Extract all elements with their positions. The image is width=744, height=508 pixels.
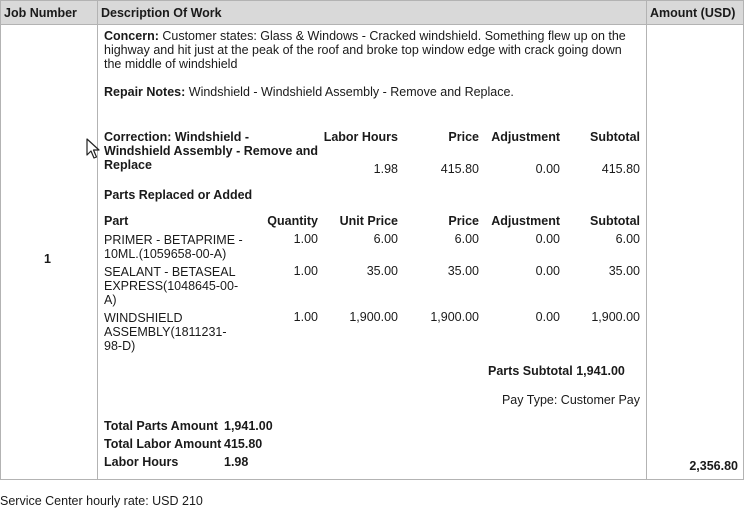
part-row-2-adjustment: 0.00: [535, 264, 560, 278]
part-row-3-subtotal: 1,900.00: [591, 310, 640, 324]
correction-price-header: Price: [448, 130, 479, 144]
pay-type: Pay Type: Customer Pay: [501, 393, 640, 407]
labor-hours-label: Labor Hours: [104, 455, 179, 469]
concern-text: Customer states: Glass & Windows - Cracked windshield. Something flew up on the highway and hit just at the peak of the roof and broke top window edge with crack going down the middle of windshield: [104, 29, 626, 71]
hourly-rate-note: Service Center hourly rate: USD 210: [0, 494, 203, 508]
table-border-top: [0, 0, 744, 1]
parts-col-unit-price: Unit Price: [339, 214, 398, 228]
part-row-2-name: SEALANT - BETASEAL EXPRESS(1048645-00-A): [104, 265, 239, 307]
mouse-pointer-icon: [86, 138, 100, 160]
part-row-2-subtotal: 35.00: [608, 264, 640, 278]
concern-block: [104, 29, 640, 71]
correction-subtotal: 415.80: [601, 162, 640, 176]
part-row-2-unit-price: 35.00: [366, 264, 398, 278]
correction-adjustment-header: Adjustment: [491, 130, 560, 144]
part-row-3-price: 1,900.00: [430, 310, 479, 324]
parts-section-title: Parts Replaced or Added: [104, 188, 253, 202]
correction-subtotal-header: Subtotal: [590, 130, 640, 144]
part-row-3-adjustment: 0.00: [535, 310, 560, 324]
header-amount: Amount (USD): [650, 6, 736, 20]
part-row-1-name: PRIMER - BETAPRIME - 10ML.(1059658-00-A): [104, 233, 243, 261]
correction-adjustment: 0.00: [535, 162, 560, 176]
repair-notes-text: Windshield - Windshield Assembly - Remove and Replace.: [188, 85, 514, 99]
parts-col-subtotal: Subtotal: [590, 214, 640, 228]
part-row-1-adjustment: 0.00: [535, 232, 560, 246]
total-labor-label: Total Labor Amount: [104, 437, 222, 451]
column-divider-amount: [646, 0, 647, 479]
repair-notes-block: [104, 85, 514, 99]
total-labor-value: 415.80: [224, 437, 263, 451]
part-row-2-quantity: 1.00: [293, 264, 318, 278]
parts-col-price: Price: [448, 214, 479, 228]
part-row-1-subtotal: 6.00: [615, 232, 640, 246]
total-parts-label: Total Parts Amount: [104, 419, 218, 433]
repair-notes-label: Repair Notes:: [104, 85, 186, 99]
total-parts-value: 1,941.00: [224, 419, 273, 433]
correction-price: 415.80: [440, 162, 479, 176]
labor-hours-value: 1.98: [224, 455, 249, 469]
table-border-bottom: [0, 479, 744, 480]
part-row-3-name: WINDSHIELD ASSEMBLY(1811231-98-D): [104, 311, 227, 353]
part-row-2-price: 35.00: [447, 264, 479, 278]
part-row-1-quantity: 1.00: [293, 232, 318, 246]
correction-title: Correction: Windshield - Windshield Assembly - Remove and Replace: [104, 130, 319, 172]
part-row-1-unit-price: 6.00: [373, 232, 398, 246]
parts-col-quantity: Quantity: [267, 214, 318, 228]
header-job-number: Job Number: [4, 6, 77, 20]
correction-labor-hours-header: Labor Hours: [323, 130, 398, 144]
parts-col-part: Part: [104, 214, 129, 228]
part-row-3-unit-price: 1,900.00: [349, 310, 398, 324]
concern-label: Concern:: [104, 29, 159, 43]
table-header-divider: [0, 24, 744, 25]
parts-subtotal: Parts Subtotal 1,941.00: [488, 364, 625, 378]
part-row-1-price: 6.00: [454, 232, 479, 246]
parts-col-adjustment: Adjustment: [491, 214, 560, 228]
column-divider-job: [97, 0, 98, 479]
job-amount-value: 2,356.80: [689, 459, 738, 473]
job-number-value: 1: [44, 252, 51, 266]
correction-labor-hours: 1.98: [373, 162, 398, 176]
header-description: Description Of Work: [101, 6, 222, 20]
part-row-3-quantity: 1.00: [293, 310, 318, 324]
table-border-left: [0, 0, 1, 479]
